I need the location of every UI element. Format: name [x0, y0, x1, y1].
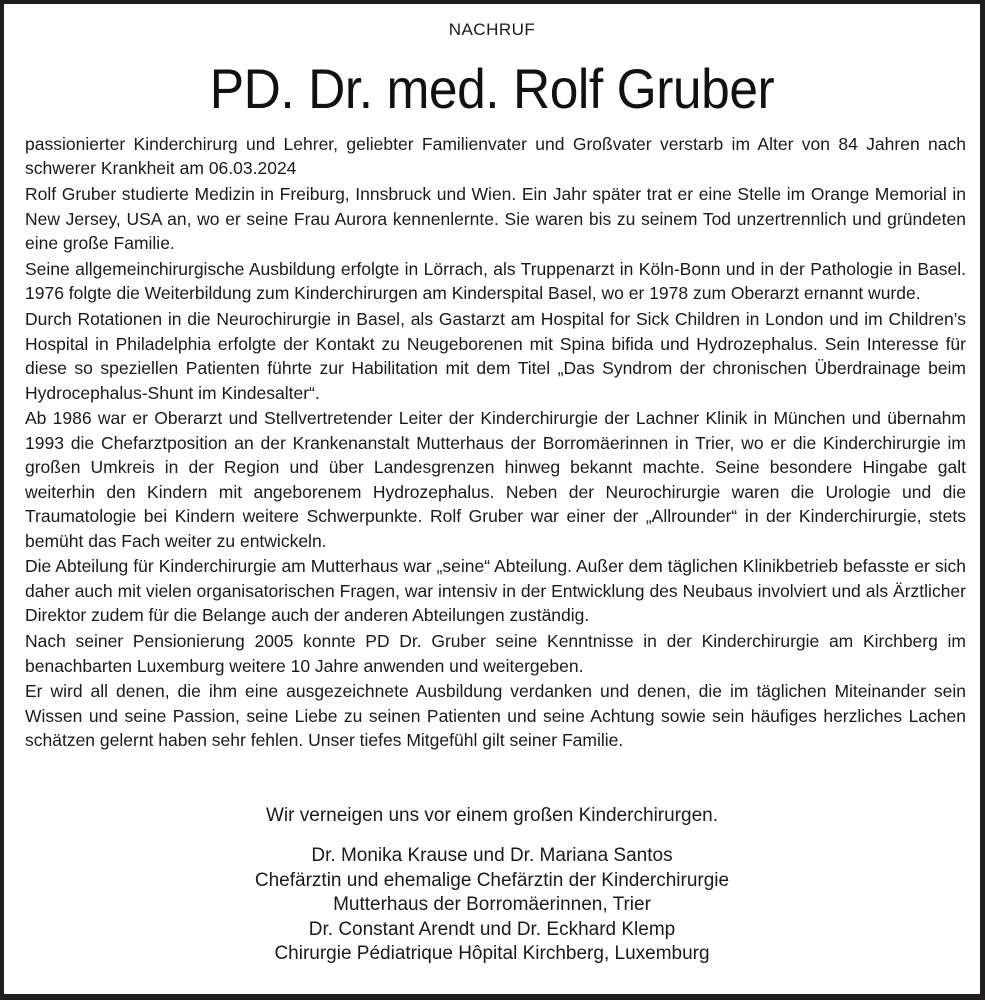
paragraph-training: Seine allgemeinchirurgische Ausbildung erfolgte in Lörrach, als Truppenarzt in Köln-Bonn und in der Pathologie in Basel. 1976 folgte die Weiterbildung zum Kinderchirurgen am Kinderspital Basel, wo er 1978 zum Oberarzt ernannt wurde.	[25, 259, 966, 304]
closing-line: Wir verneigen uns vor einem großen Kinderchirurgen.	[266, 805, 718, 826]
notice-kicker: NACHRUF	[448, 20, 536, 39]
paragraph-neurosurgery: Durch Rotationen in die Neurochirurgie in Basel, als Gastarzt am Hospital for Sick Children in London und im Children’s Hospital in Philadelphia erfolgte der Kontakt zu Neugeborenen mit Spina bifida und Hydrozephalus. Sein Interesse für diese so speziellen Patienten führte zur Habilitation mit dem Titel „Das Syndrom der chronischen Überdrainage beim Hydrocephalus-Shunt im Kindesalter“.	[25, 309, 966, 403]
obituary-body	[25, 132, 966, 754]
paragraph-department: Die Abteilung für Kinderchirurgie am Mutterhaus war „seine“ Abteilung. Außer dem täglichen Klinikbetrieb befasste er sich daher auch mit vielen organisatorischen Fragen, war intensiv in der Entwicklung des Neubaus involviert und als Ärztlicher Direktor zudem für die Belange auch der anderen Abteilungen zuständig.	[25, 556, 966, 626]
paragraph-education: Rolf Gruber studierte Medizin in Freiburg, Innsbruck und Wien. Ein Jahr später trat er eine Stelle im Orange Memorial in New Jersey, USA an, wo er seine Frau Aurora kennenlernte. Sie waren bis zu seinem Tod unzertrennlich und gründeten eine große Familie.	[25, 184, 966, 254]
signature-line: Dr. Constant Arendt und Dr. Eckhard Klemp	[308, 918, 676, 940]
signature-line: Dr. Monika Krause und Dr. Mariana Santos	[311, 845, 673, 866]
deceased-name: PD. Dr. med. Rolf Gruber	[209, 57, 775, 120]
obituary-notice	[4, 4, 980, 994]
signature-block	[4, 844, 980, 967]
paragraph-intro: passionierter Kinderchirurg und Lehrer, geliebter Familienvater und Großvater verstarb im Alter von 84 Jahren nach schwerer Krankheit am 06.03.2024	[25, 134, 966, 179]
signature-line: Chirurgie Pédiatrique Hôpital Kirchberg, Luxemburg	[274, 943, 710, 965]
paragraph-career: Ab 1986 war er Oberarzt und Stellvertretender Leiter der Kinderchirurgie der Lachner Klinik in München und übernahm 1993 die Chefarztposition an der Krankenanstalt Mutterhaus der Borromäerinnen in Trier, wo er die Kinderchirurgie im großen Umkreis in der Region und über Landesgrenzen hinweg bekannt machte. Seine besondere Hingabe galt weiterhin den Kindern mit angeborenem Hydrozephalus. Neben der Neurochirurgie waren die Urologie und die Traumatologie bei Kindern weitere Schwerpunkte. Rolf Gruber war einer der „Allrounder“ in der Kinderchirurgie, stets bemüht das Fach weiter zu entwickeln.	[25, 408, 966, 551]
signature-line: Mutterhaus der Borromäerinnen, Trier	[333, 894, 651, 916]
paragraph-tribute: Er wird all denen, die ihm eine ausgezeichnete Ausbildung verdanken und denen, die im täglichen Miteinander sein Wissen und seine Passion, seine Liebe zu seinen Patienten und seine Achtung sowie sein häufiges herzliches Lachen schätzen gelernt haben sehr fehlen. Unser tiefes Mitgefühl gilt seiner Familie.	[25, 681, 966, 751]
signature-line: Chefärztin und ehemalige Chefärztin der Kinderchirurgie	[254, 869, 730, 891]
paragraph-retirement: Nach seiner Pensionierung 2005 konnte PD Dr. Gruber seine Kenntnisse in der Kinderchirurgie am Kirchberg im benachbarten Luxemburg weitere 10 Jahre anwenden und weitergeben.	[25, 631, 966, 676]
